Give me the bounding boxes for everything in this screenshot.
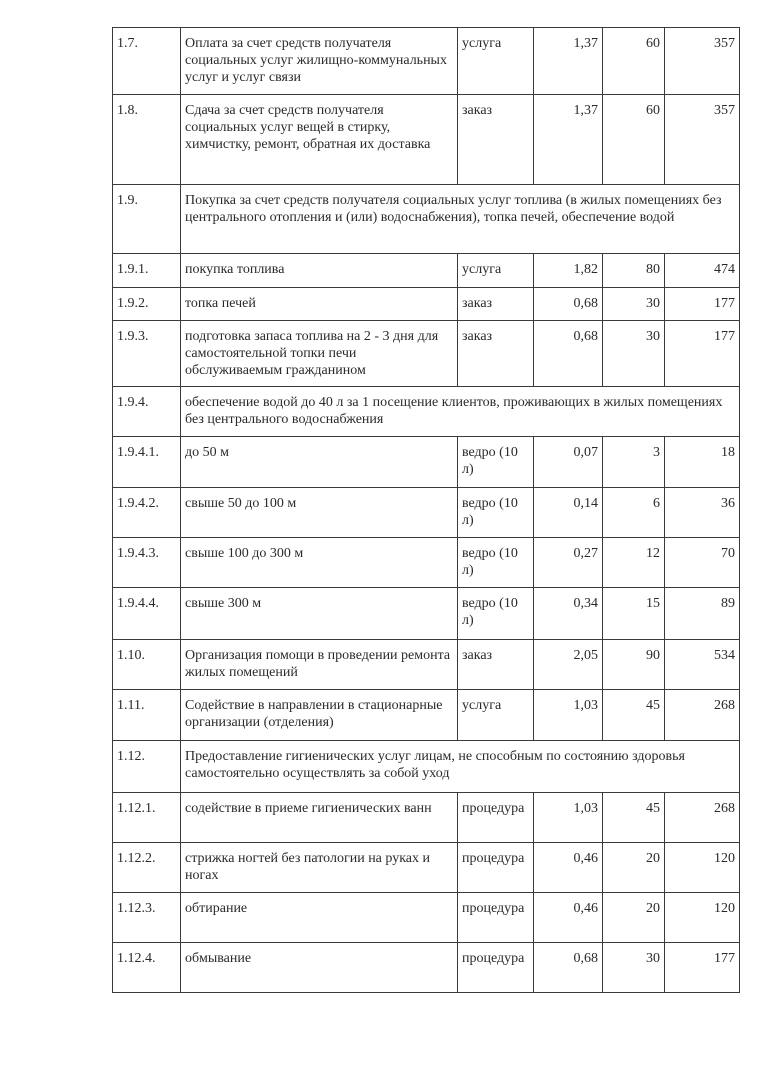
value-1: 1,03 xyxy=(534,690,603,741)
value-2: 90 xyxy=(603,640,665,690)
value-3: 268 xyxy=(665,690,740,741)
row-number: 1.12.4. xyxy=(113,943,181,993)
value-2: 60 xyxy=(603,28,665,95)
unit: заказ xyxy=(458,640,534,690)
value-1: 1,82 xyxy=(534,254,603,288)
value-2: 60 xyxy=(603,95,665,185)
value-2: 15 xyxy=(603,588,665,640)
value-2: 20 xyxy=(603,843,665,893)
table-row xyxy=(113,28,740,95)
table-row xyxy=(113,437,740,488)
table-row xyxy=(113,254,740,288)
value-2: 30 xyxy=(603,943,665,993)
row-number: 1.9.4. xyxy=(113,387,181,437)
value-2: 20 xyxy=(603,893,665,943)
value-3: 36 xyxy=(665,488,740,538)
value-3: 357 xyxy=(665,28,740,95)
tariff-table xyxy=(112,27,740,993)
value-2: 6 xyxy=(603,488,665,538)
row-number: 1.12. xyxy=(113,741,181,793)
value-3: 18 xyxy=(665,437,740,488)
value-3: 474 xyxy=(665,254,740,288)
unit: ведро (10 л) xyxy=(458,488,534,538)
value-2: 30 xyxy=(603,288,665,321)
value-1: 0,34 xyxy=(534,588,603,640)
section-title: обеспечение водой до 40 л за 1 посещение клиентов, проживающих в жилых помещениях без центрального водоснабжения xyxy=(181,387,740,437)
value-3: 177 xyxy=(665,321,740,387)
value-3: 70 xyxy=(665,538,740,588)
row-number: 1.9.1. xyxy=(113,254,181,288)
table-row xyxy=(113,640,740,690)
row-number: 1.8. xyxy=(113,95,181,185)
value-1: 0,46 xyxy=(534,843,603,893)
value-1: 1,37 xyxy=(534,28,603,95)
value-3: 177 xyxy=(665,288,740,321)
unit: заказ xyxy=(458,95,534,185)
value-2: 45 xyxy=(603,793,665,843)
table-row xyxy=(113,843,740,893)
service-name: стрижка ногтей без патологии на руках и ногах xyxy=(181,843,458,893)
unit: заказ xyxy=(458,321,534,387)
value-2: 80 xyxy=(603,254,665,288)
table-row xyxy=(113,793,740,843)
table-row xyxy=(113,488,740,538)
service-name: топка печей xyxy=(181,288,458,321)
service-name: Оплата за счет средств получателя социальных услуг жилищно-коммунальных услуг и услуг связи xyxy=(181,28,458,95)
value-2: 12 xyxy=(603,538,665,588)
service-name: обмывание xyxy=(181,943,458,993)
row-number: 1.9.3. xyxy=(113,321,181,387)
value-3: 89 xyxy=(665,588,740,640)
value-1: 0,68 xyxy=(534,943,603,993)
value-3: 120 xyxy=(665,893,740,943)
value-2: 45 xyxy=(603,690,665,741)
section-title: Покупка за счет средств получателя социальных услуг топлива (в жилых помещениях без центрального отопления и (или) водоснабжения), топка печей, обеспечение водой xyxy=(181,185,740,254)
row-number: 1.11. xyxy=(113,690,181,741)
service-name: подготовка запаса топлива на 2 - 3 дня для самостоятельной топки печи обслуживаемым гражданином xyxy=(181,321,458,387)
table-row xyxy=(113,588,740,640)
row-number: 1.12.1. xyxy=(113,793,181,843)
service-name: содействие в приеме гигиенических ванн xyxy=(181,793,458,843)
value-3: 120 xyxy=(665,843,740,893)
table-row xyxy=(113,538,740,588)
service-name: свыше 300 м xyxy=(181,588,458,640)
table-row xyxy=(113,943,740,993)
value-1: 0,07 xyxy=(534,437,603,488)
tariff-table-body xyxy=(113,28,740,993)
table-row xyxy=(113,690,740,741)
row-number: 1.12.3. xyxy=(113,893,181,943)
section-row xyxy=(113,741,740,793)
service-name: обтирание xyxy=(181,893,458,943)
unit: ведро (10 л) xyxy=(458,538,534,588)
value-1: 0,27 xyxy=(534,538,603,588)
value-1: 1,37 xyxy=(534,95,603,185)
unit: заказ xyxy=(458,288,534,321)
unit: услуга xyxy=(458,28,534,95)
unit: услуга xyxy=(458,690,534,741)
service-name: Содействие в направлении в стационарные организации (отделения) xyxy=(181,690,458,741)
service-name: Сдача за счет средств получателя социальных услуг вещей в стирку, химчистку, ремонт, обратная их доставка xyxy=(181,95,458,185)
value-3: 177 xyxy=(665,943,740,993)
value-1: 0,68 xyxy=(534,288,603,321)
unit: услуга xyxy=(458,254,534,288)
service-name: до 50 м xyxy=(181,437,458,488)
unit: процедура xyxy=(458,893,534,943)
unit: ведро (10 л) xyxy=(458,437,534,488)
service-name: свыше 50 до 100 м xyxy=(181,488,458,538)
unit: процедура xyxy=(458,793,534,843)
unit: процедура xyxy=(458,943,534,993)
value-1: 2,05 xyxy=(534,640,603,690)
value-1: 0,46 xyxy=(534,893,603,943)
table-row xyxy=(113,893,740,943)
service-name: свыше 100 до 300 м xyxy=(181,538,458,588)
service-name: покупка топлива xyxy=(181,254,458,288)
value-3: 357 xyxy=(665,95,740,185)
table-row xyxy=(113,321,740,387)
value-1: 0,14 xyxy=(534,488,603,538)
row-number: 1.9.4.2. xyxy=(113,488,181,538)
service-name: Организация помощи в проведении ремонта жилых помещений xyxy=(181,640,458,690)
section-row xyxy=(113,185,740,254)
unit: процедура xyxy=(458,843,534,893)
row-number: 1.9.4.3. xyxy=(113,538,181,588)
value-3: 268 xyxy=(665,793,740,843)
row-number: 1.9.4.4. xyxy=(113,588,181,640)
value-2: 30 xyxy=(603,321,665,387)
table-row xyxy=(113,95,740,185)
row-number: 1.9. xyxy=(113,185,181,254)
section-title: Предоставление гигиенических услуг лицам, не способным по состоянию здоровья самостоятельно осуществлять за собой уход xyxy=(181,741,740,793)
section-row xyxy=(113,387,740,437)
unit: ведро (10 л) xyxy=(458,588,534,640)
row-number: 1.7. xyxy=(113,28,181,95)
value-1: 1,03 xyxy=(534,793,603,843)
value-1: 0,68 xyxy=(534,321,603,387)
row-number: 1.9.4.1. xyxy=(113,437,181,488)
value-3: 534 xyxy=(665,640,740,690)
row-number: 1.12.2. xyxy=(113,843,181,893)
row-number: 1.10. xyxy=(113,640,181,690)
row-number: 1.9.2. xyxy=(113,288,181,321)
table-row xyxy=(113,288,740,321)
value-2: 3 xyxy=(603,437,665,488)
